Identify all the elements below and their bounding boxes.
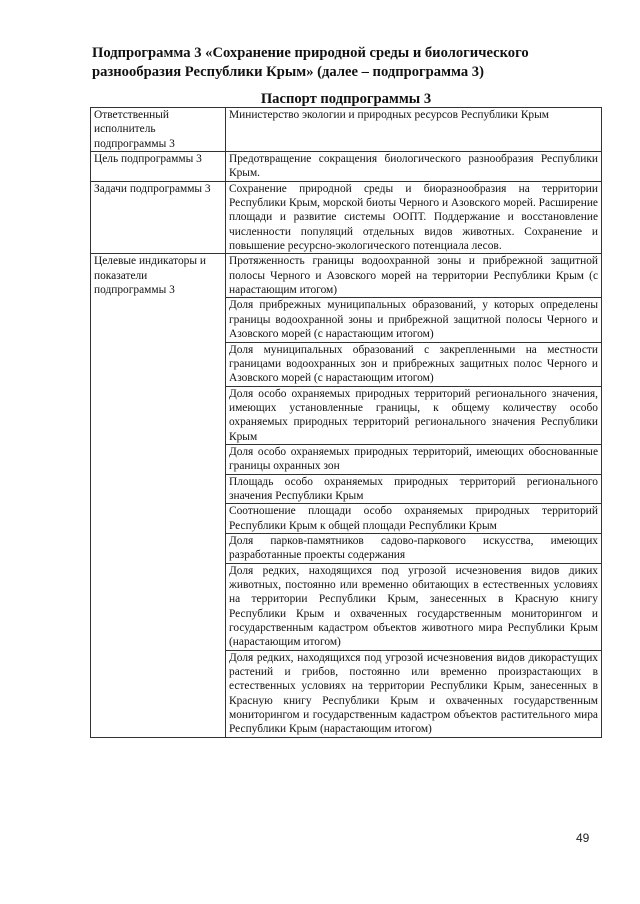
row-label: Задачи подпрограммы 3: [91, 181, 226, 254]
table-row-responsible: [91, 108, 602, 152]
heading-line-2: разнообразия Республики Крым» (далее – подпрограмма 3): [92, 64, 484, 80]
indicator-item: Доля муниципальных образований с закрепленными на местности границами водоохранных зон и прибрежных защитных полос Черного и Азовского морей (с нарастающим итогом): [226, 342, 601, 386]
row-value: Предотвращение сокращения биологического разнообразия Республики Крым.: [226, 152, 602, 182]
passport-table: [90, 107, 602, 738]
indicator-item: Доля редких, находящихся под угрозой исчезновения видов диких животных, постоянно или временно обитающих в естественных условиях на территории Республики Крым, занесенных в Красную книгу Республики Крым и охваченных государственным мониторингом и государственным кадастром объектов животного мира Республики Крым (нарастающим итогом): [226, 563, 601, 650]
indicator-item: Протяженность границы водоохранной зоны и прибрежной защитной полосы Черного и Азовского морей на территории Республики Крым (с нарастающим итогом): [229, 255, 598, 297]
table-row-indicators: [91, 254, 602, 737]
passport-title: Паспорт подпрограммы 3: [260, 91, 432, 107]
indicator-item: Доля редких, находящихся под угрозой исчезновения видов дикорастущих растений и грибов, постоянно или временно произрастающих в естественных условиях на территории Республики Крым, занесенных в Красную книгу Республики Крым и охваченных государственным мониторингом и государственным кадастром объектов растительного мира Республики Крым (нарастающим итогом): [226, 650, 601, 737]
indicator-item: Доля особо охраняемых природных территорий, имеющих обоснованные границы охранных зон: [226, 444, 601, 474]
indicator-item: Доля прибрежных муниципальных образований, у которых определены границы водоохранной зоны и прибрежной защитной полосы Черного и Азовского морей (с нарастающим итогом): [226, 297, 601, 341]
indicator-item: Доля парков-памятников садово-паркового искусства, имеющих разработанные проекты содержания: [226, 533, 601, 563]
row-label: Цель подпрограммы 3: [91, 152, 226, 182]
row-value: Сохранение природной среды и биоразнообразия на территории Республики Крым, морской биоты Черного и Азовского морей. Расширение площади и развитие системы ООПТ. Поддержание и восстановление численности популяций отдельных видов животных. Сохранение и повышение ресурсно-экологического потенциала лесов.: [226, 181, 602, 254]
row-label: Целевые индикаторы и показатели подпрограммы 3: [91, 254, 226, 737]
row-value: Министерство экологии и природных ресурсов Республики Крым: [226, 108, 602, 152]
indicator-item: Соотношение площади особо охраняемых природных территорий Республики Крым к общей площади Республики Крым: [226, 503, 601, 533]
indicator-item: Площадь особо охраняемых природных территорий регионального значения Республики Крым: [226, 474, 601, 504]
row-label: Ответственный исполнитель подпрограммы 3: [91, 108, 226, 152]
indicator-item: Доля особо охраняемых природных территорий регионального значения, имеющих установленные границы, к общему количеству особо охраняемых природных территорий регионального значения Республики Крым: [226, 386, 601, 444]
page-number: 49: [576, 831, 590, 845]
table-row-tasks: [91, 181, 602, 254]
subprogram-heading: [92, 44, 600, 82]
table-row-goal: [91, 152, 602, 182]
heading-line-1: Подпрограмма 3 «Сохранение природной среды и биологического: [92, 45, 529, 61]
indicator-list: [226, 254, 602, 737]
